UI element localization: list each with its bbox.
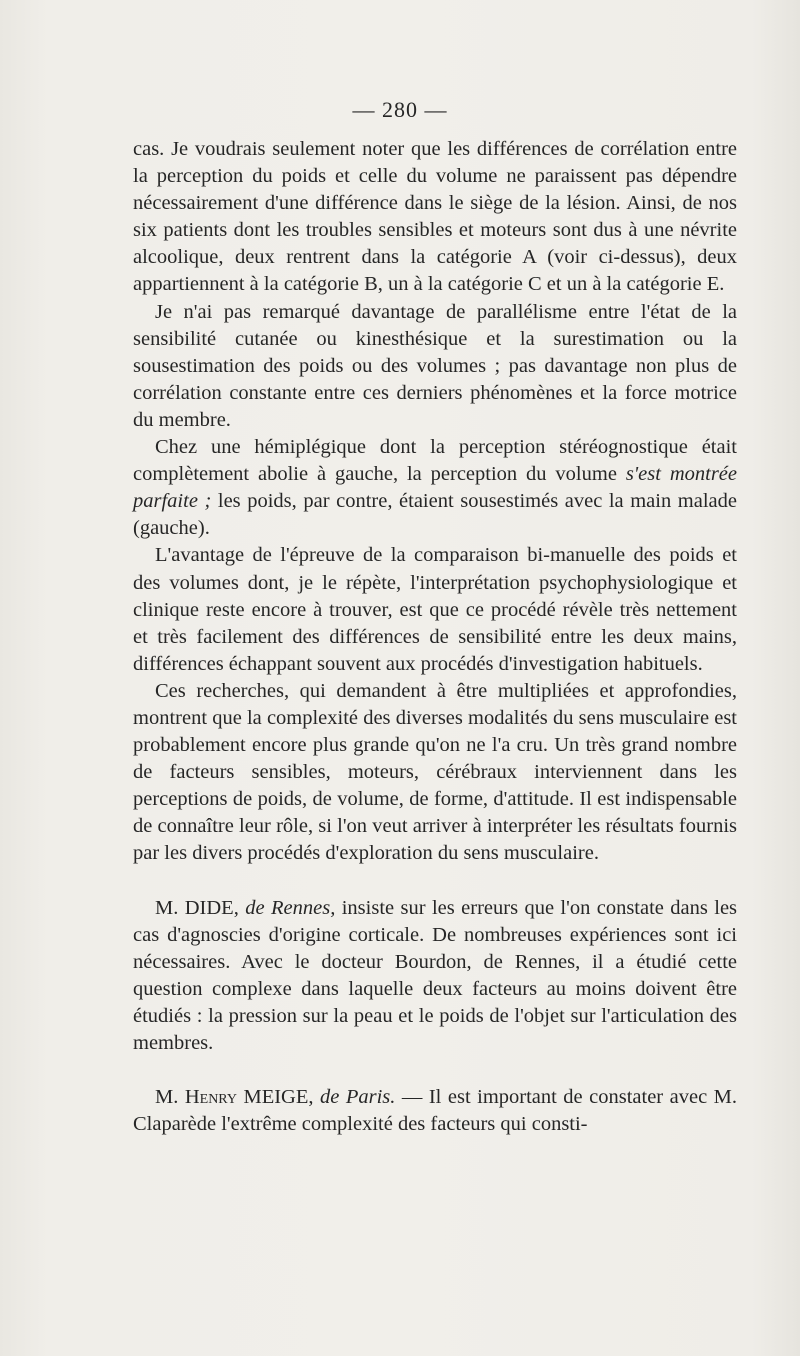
speaker-dide: M. DIDE, — [155, 896, 239, 919]
paragraph-research: Ces recherches, qui demandent à être multipliées et approfondies, montrent que la complexité des diverses modalités du sens musculaire est probablement encore plus grande qu'on ne l'a cru. Un très grand nombre de facteurs sensibles, moteurs, cérébraux interviennent dans les perceptions de poids, de volume, de forme, d'attitude. Il est indispensable de connaître leur rôle, si l'on veut arriver à interpréter les résultats fournis par les divers procédés d'exploration du sens musculaire. — [133, 679, 737, 865]
hemiplegic-rest: les poids, par contre, étaient sousestimés avec la main malade (gauche). — [133, 490, 737, 540]
paragraph-bimanual: L'avantage de l'épreuve de la comparaison bi-manuelle des poids et des volumes dont, je le répète, l'interprétation psychophysiologique et clinique reste encore à trouver, est que ce procédé révèle très nettement et très facilement des différences de sensibilité entre les deux mains, différences échappant souvent aux procédés d'investigation habituels. — [133, 544, 737, 675]
meige-rest: — Il est important de constater avec M. Claparède l'extrême complexité des facteurs qui consti- — [133, 1086, 737, 1136]
hemiplegic-italic: s'est montrée parfaite ; — [133, 463, 737, 513]
hemiplegic-lead: Chez une hémiplégique dont la perception stéréognostique était complètement abolie à gauche, la perception du volume — [133, 436, 737, 486]
place-rennes: de Rennes, — [245, 896, 336, 919]
place-paris: de Paris. — [320, 1086, 396, 1109]
paragraph-parallelism: Je n'ai pas remarqué davantage de parallélisme entre l'état de la sensibilité cutanée ou kinesthésique et la surestimation ou la sousestimation des poids ou des volumes ; pas davantage non plus de corrélation constante entre ces derniers phénomènes et la force motrice du membre. — [133, 300, 737, 431]
body-text — [133, 136, 737, 1138]
speaker-prefix: M. — [155, 1086, 179, 1109]
paragraph-meige — [133, 1084, 737, 1138]
page-number: — 280 — — [352, 97, 448, 122]
paragraph-dide — [133, 895, 737, 1058]
speaker-first-name: Henry — [184, 1086, 237, 1109]
speaker-last-name: MEIGE, — [243, 1086, 314, 1109]
dide-rest: insiste sur les erreurs que l'on constate dans les cas d'agnoscies d'origine corticale. De nombreuses expériences sont ici nécessaires. Avec le docteur Bourdon, de Rennes, il a étudié cette question complexe dans laquelle deux facteurs au moins doivent être étudiés : la pression sur la peau et le poids de l'objet sur l'articulation des membres. — [133, 896, 738, 1054]
paragraph-continuation: cas. Je voudrais seulement noter que les différences de corrélation entre la perception du poids et celle du volume ne paraissent pas dépendre nécessairement d'une différence dans le siège de la lésion. Ainsi, de nos six patients dont les troubles sensibles et moteurs sont dus à une névrite alcoolique, deux rentrent dans la catégorie A (voir ci-dessus), deux appartiennent à la catégorie B, un à la catégorie C et un à la catégorie E. — [133, 138, 737, 296]
paragraph-hemiplegic — [133, 434, 737, 542]
